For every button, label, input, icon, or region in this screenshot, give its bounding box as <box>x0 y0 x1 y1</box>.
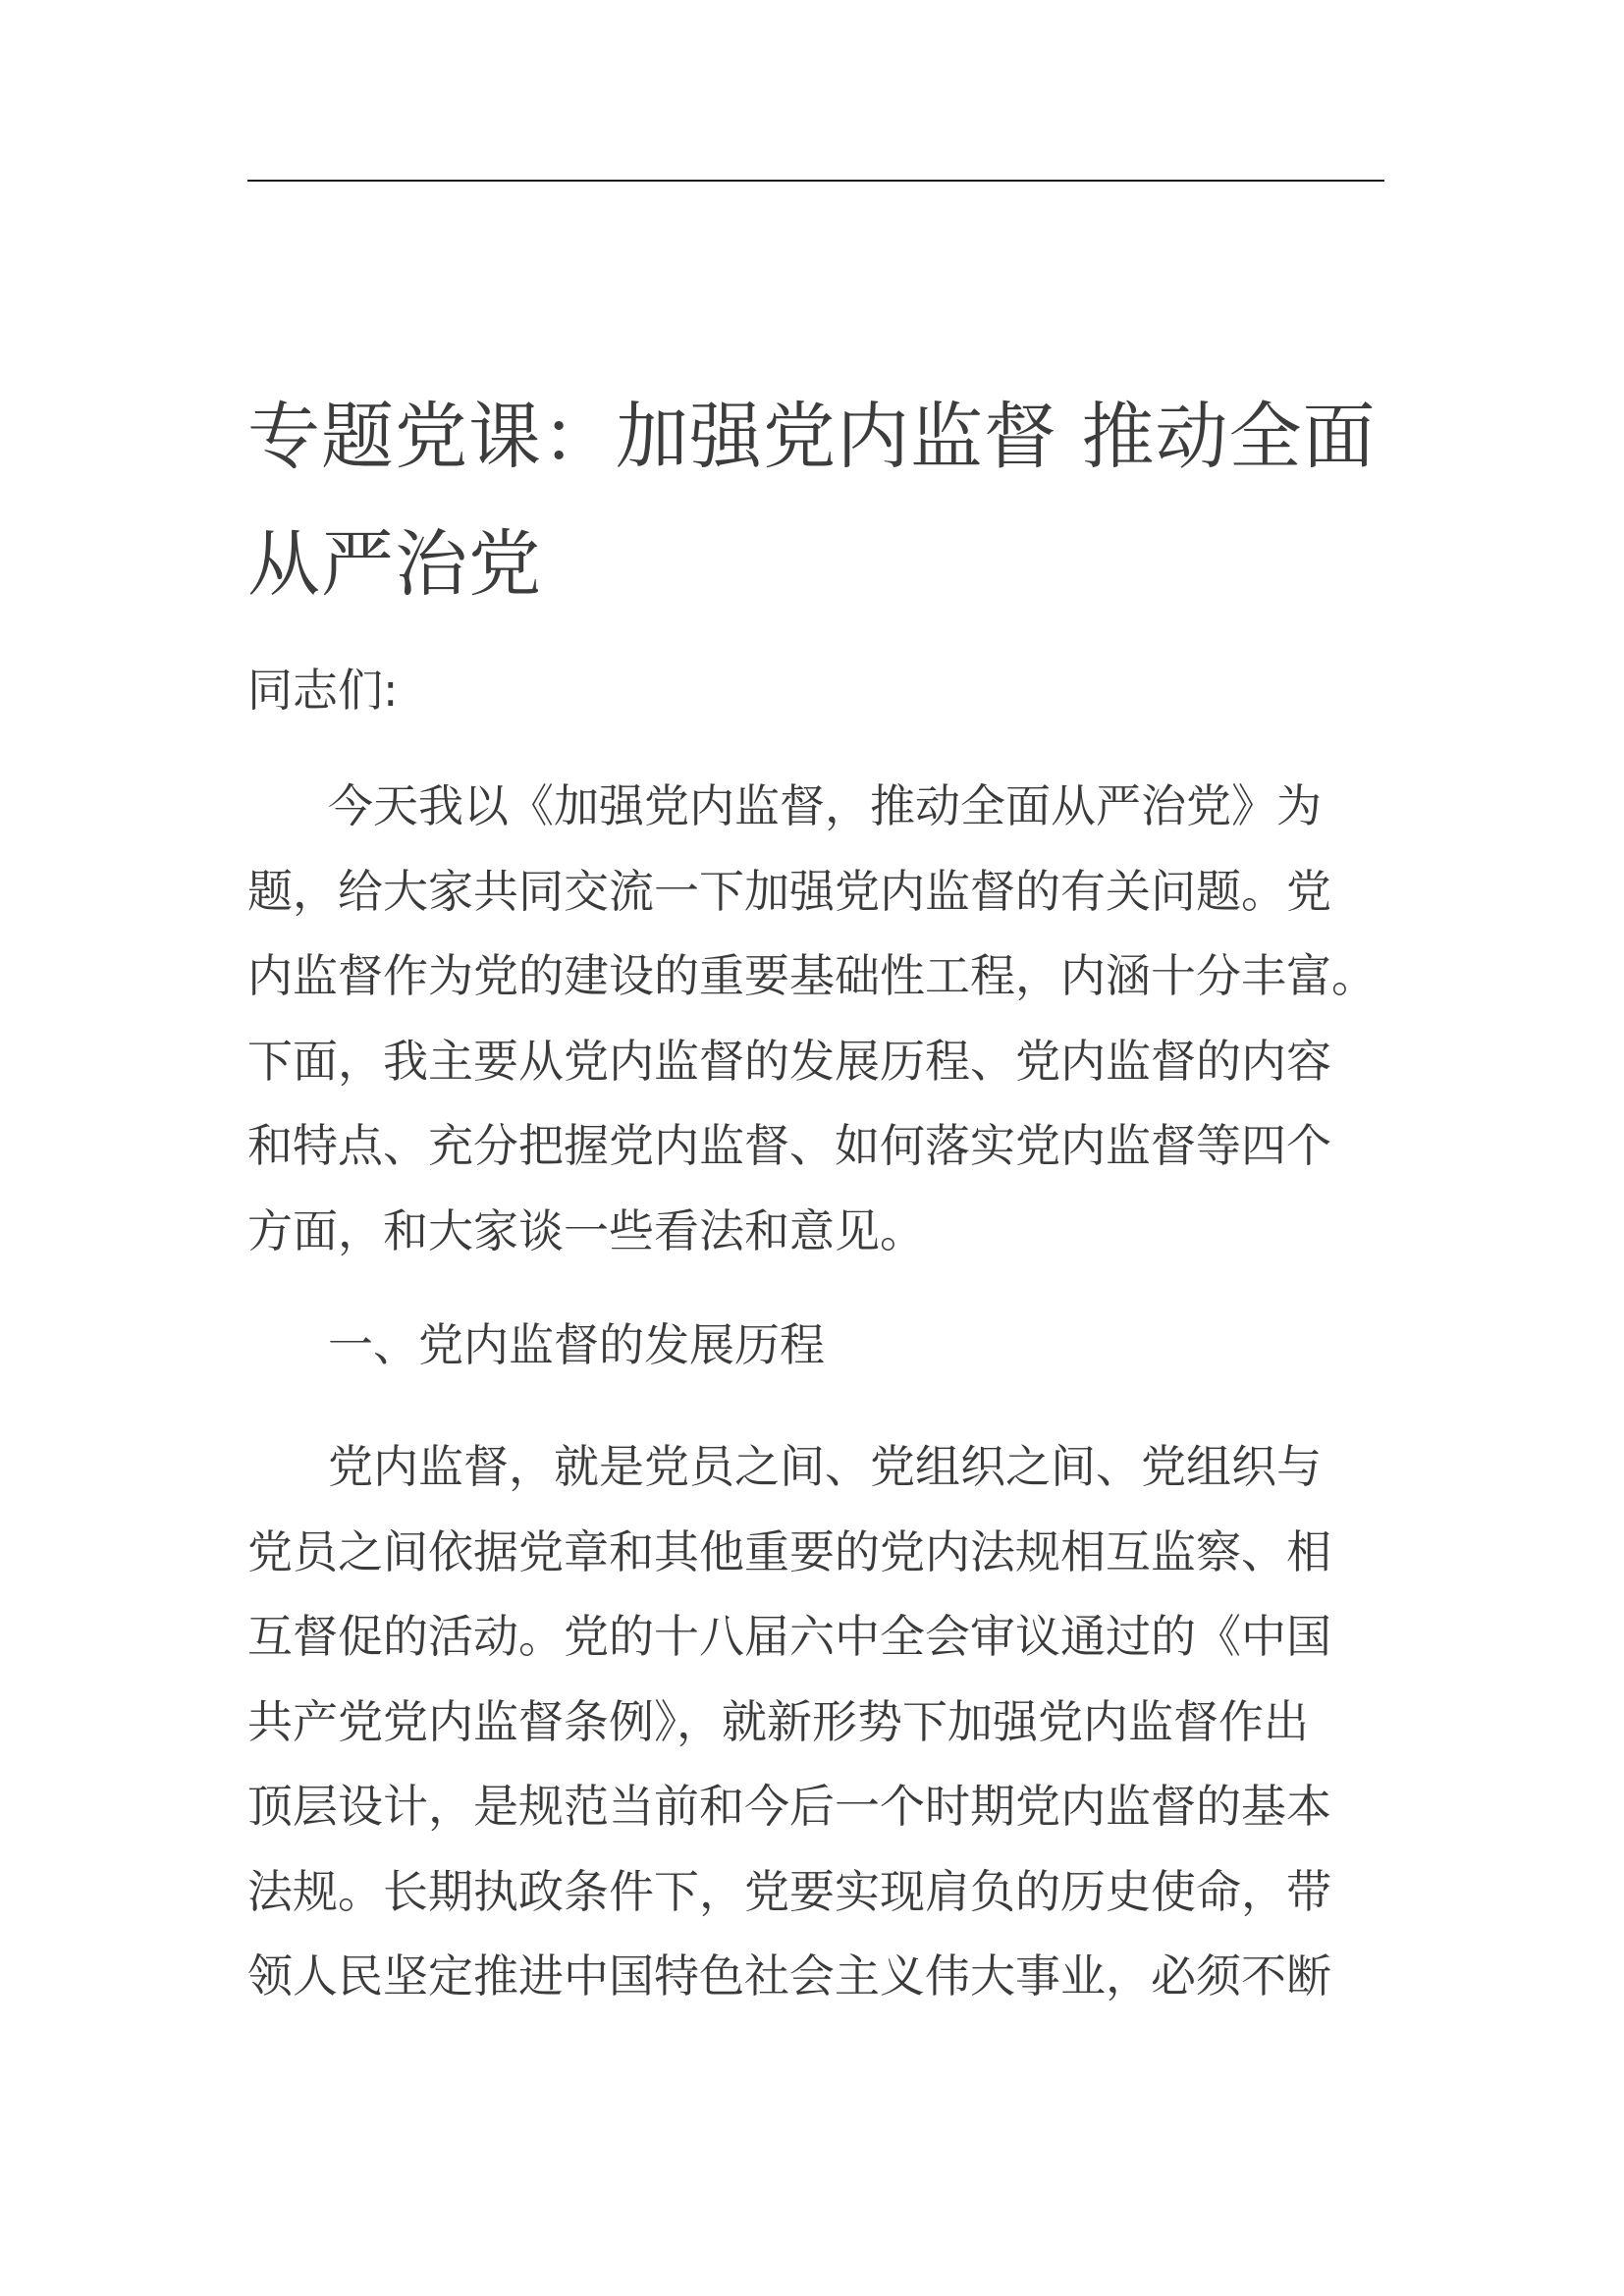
intro-paragraph <box>247 764 1384 1273</box>
body-line-6: 法规。长期执政条件下，党要实现肩负的历史使命，带 <box>247 1864 1331 1918</box>
header-rule <box>247 180 1384 182</box>
body-line-5: 顶层设计，是规范当前和今后一个时期党内监督的基本 <box>247 1780 1331 1833</box>
body-line-7: 领人民坚定推进中国特色社会主义伟大事业，必须不断 <box>247 1949 1331 2002</box>
body-line-3: 互督促的活动。党的十八届六中全会审议通过的《中国 <box>247 1610 1331 1663</box>
salutation: 同志们: <box>247 664 399 717</box>
intro-line-2: 题，给大家共同交流一下加强党内监督的有关问题。党 <box>247 864 1331 918</box>
body-line-2: 党员之间依据党章和其他重要的党内法规相互监察、相 <box>247 1524 1331 1578</box>
body-paragraph <box>247 1424 1384 2019</box>
intro-line-3: 内监督作为党的建设的重要基础性工程，内涵十分丰富。 <box>247 949 1377 1002</box>
intro-line-5: 和特点、充分把握党内监督、如何落实党内监督等四个 <box>247 1119 1331 1172</box>
intro-line-4: 下面，我主要从党内监督的发展历程、党内监督的内容 <box>247 1034 1331 1088</box>
body-line-4: 共产党党内监督条例》，就新形势下加强党内监督作出 <box>247 1694 1309 1748</box>
intro-line-6: 方面，和大家谈一些看法和意见。 <box>247 1203 925 1257</box>
body-line-1: 党内监督，就是党员之间、党组织之间、党组织与 <box>328 1440 1322 1493</box>
document-title <box>247 373 1384 628</box>
document-title-line-2: 从严治党 <box>247 522 542 607</box>
document-title-line-1: 专题党课：加强党内监督 推动全面 <box>247 395 1377 479</box>
section-heading: 一、党内监督的发展历程 <box>328 1318 825 1371</box>
intro-line-1: 今天我以《加强党内监督，推动全面从严治党》为 <box>328 779 1322 832</box>
